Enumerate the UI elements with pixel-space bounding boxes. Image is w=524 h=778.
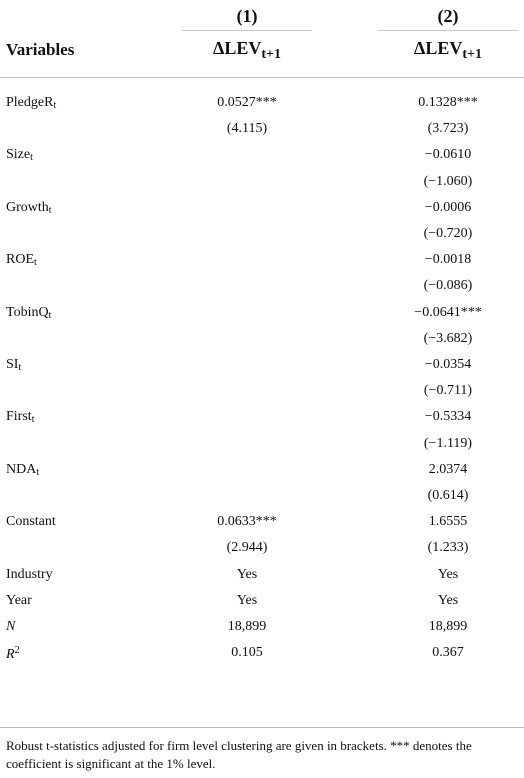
column-1-header-rule xyxy=(182,30,312,31)
table-row xyxy=(0,331,524,357)
cell-column-2: (3.723) xyxy=(427,121,469,137)
row-label-text: R xyxy=(6,647,15,663)
table-row xyxy=(0,409,524,435)
row-label xyxy=(6,305,51,321)
table-row xyxy=(0,436,524,462)
cell-column-2: (0.614) xyxy=(427,488,469,503)
cell-column-2: −0.0006 xyxy=(424,199,472,215)
cell-column-2: −0.0641*** xyxy=(414,304,482,320)
cell-column-2: (−1.060) xyxy=(423,173,473,189)
cell-column-2: (−0.711) xyxy=(423,383,473,399)
table-row xyxy=(0,200,524,226)
variables-header: Variables xyxy=(6,40,75,59)
row-label xyxy=(6,147,33,163)
table-row xyxy=(0,462,524,488)
table-row xyxy=(0,252,524,278)
cell-column-1: 0.105 xyxy=(231,645,263,661)
table-row xyxy=(0,174,524,200)
row-label xyxy=(6,462,39,478)
row-label xyxy=(6,619,15,635)
table-row xyxy=(0,567,524,593)
row-label-text: Industry xyxy=(6,566,53,582)
table-row xyxy=(0,488,524,514)
cell-column-2: (−0.720) xyxy=(423,226,473,241)
cell-column-1: Yes xyxy=(236,592,258,608)
row-label-text: Growth xyxy=(6,199,49,215)
table-row xyxy=(0,645,524,671)
table-row xyxy=(0,593,524,619)
row-label xyxy=(6,409,34,425)
row-label xyxy=(6,95,56,111)
row-label xyxy=(6,567,53,583)
column-1-dependent-variable xyxy=(177,38,317,63)
dep-var-sub: t+1 xyxy=(462,47,482,62)
cell-column-1: Yes xyxy=(236,566,258,582)
row-label-subscript: t xyxy=(34,257,37,269)
cell-column-1: (2.944) xyxy=(226,540,268,556)
table-row xyxy=(0,226,524,252)
table-row xyxy=(0,121,524,147)
row-label xyxy=(6,252,37,268)
dep-var-main: ΔLEV xyxy=(414,38,463,58)
cell-column-2: (−0.086) xyxy=(423,278,473,294)
row-label-subscript: t xyxy=(53,100,57,111)
table-row xyxy=(0,147,524,173)
cell-column-2: −0.5334 xyxy=(424,409,472,425)
cell-column-2: 0.1328*** xyxy=(418,95,478,110)
cell-column-1: 0.0633*** xyxy=(217,514,277,530)
cell-column-1: (4.115) xyxy=(226,121,268,137)
table-bottom-rule xyxy=(0,727,524,728)
cell-column-1: 18,899 xyxy=(227,619,267,634)
row-label-text: First xyxy=(6,409,32,425)
column-2-dependent-variable xyxy=(378,38,518,63)
row-label-text: Size xyxy=(6,147,31,163)
row-label-text: ROE xyxy=(6,252,34,268)
cell-column-2: −0.0610 xyxy=(424,147,472,163)
column-2-header-rule xyxy=(378,30,518,31)
column-1-number: (1) xyxy=(236,6,258,26)
row-label-text: Year xyxy=(6,592,32,608)
dep-var-sub: t+1 xyxy=(261,47,281,62)
row-label-subscript: t xyxy=(48,309,52,321)
cell-column-2: 2.0374 xyxy=(428,461,468,477)
row-label-subscript: t xyxy=(30,152,33,164)
row-label-text: PledgeR xyxy=(6,95,54,110)
cell-column-2: 18,899 xyxy=(428,619,468,634)
row-label xyxy=(6,593,32,609)
table-row xyxy=(0,540,524,566)
cell-column-2: 1.6555 xyxy=(428,514,468,530)
table-row xyxy=(0,278,524,304)
header-row xyxy=(0,40,524,68)
table-row xyxy=(0,383,524,409)
row-label xyxy=(6,514,56,530)
row-label-text: SI xyxy=(6,357,19,372)
table-row xyxy=(0,305,524,331)
table-row xyxy=(0,619,524,645)
row-label-text: NDA xyxy=(6,461,37,477)
cell-column-2: (−1.119) xyxy=(423,435,473,451)
row-label-subscript: t xyxy=(18,362,22,373)
row-label-subscript: t xyxy=(31,414,35,426)
row-label-text: TobinQ xyxy=(6,304,49,320)
cell-column-1: 0.0527*** xyxy=(217,95,277,110)
row-label-text: N xyxy=(6,619,16,634)
row-label-superscript: 2 xyxy=(14,645,20,657)
table-row xyxy=(0,514,524,540)
row-label xyxy=(6,357,21,373)
cell-column-2: Yes xyxy=(437,592,459,608)
table-footnote: Robust t-statistics adjusted for firm level clustering are given in brackets. *** denotes the coefficient is significant at the 1% level. xyxy=(6,738,472,771)
cell-column-2: Yes xyxy=(437,566,459,582)
row-label-subscript: t xyxy=(36,466,40,478)
cell-column-2: −0.0018 xyxy=(424,252,472,268)
column-2-number: (2) xyxy=(437,6,459,26)
row-label xyxy=(6,200,52,216)
row-label-text: Constant xyxy=(6,514,56,530)
row-label-subscript: t xyxy=(48,204,52,216)
table-row xyxy=(0,357,524,383)
dep-var-main: ΔLEV xyxy=(213,38,262,58)
cell-column-2: (−3.682) xyxy=(423,330,473,346)
row-label xyxy=(6,645,20,663)
table-row xyxy=(0,95,524,121)
header-bottom-rule xyxy=(0,77,524,78)
cell-column-2: 0.367 xyxy=(432,645,464,661)
cell-column-2: (1.233) xyxy=(427,540,469,556)
cell-column-2: −0.0354 xyxy=(424,357,472,372)
